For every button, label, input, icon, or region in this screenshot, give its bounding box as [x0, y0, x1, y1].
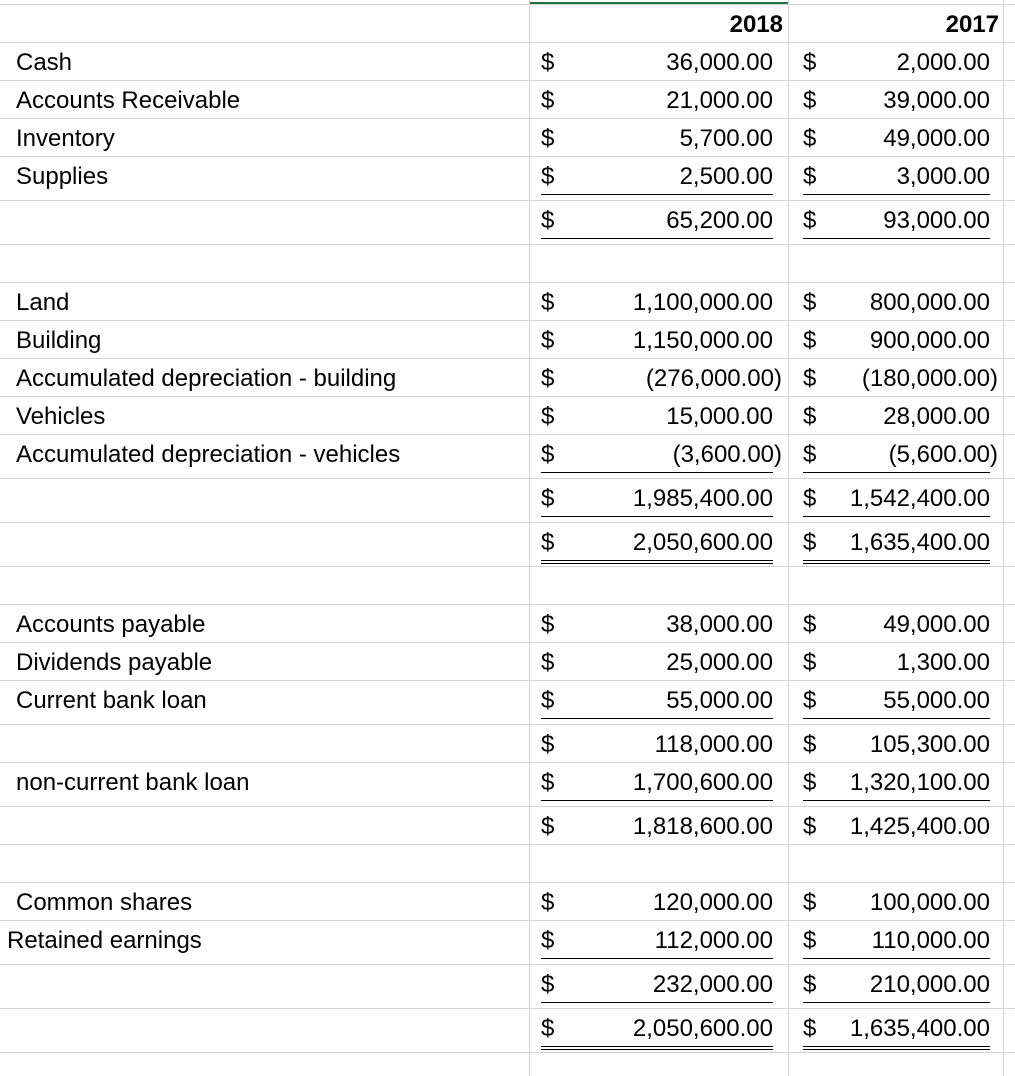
single-underline: [803, 238, 990, 239]
value-2018[interactable]: 232,000.00: [652, 971, 773, 998]
single-underline: [803, 472, 990, 473]
currency-symbol: $: [803, 163, 817, 190]
currency-symbol: $: [803, 971, 817, 998]
grid-row-line: [0, 522, 1015, 523]
table-row: [0, 82, 1015, 120]
value-2018[interactable]: 118,000.00: [654, 731, 773, 758]
currency-symbol: $: [541, 529, 555, 556]
grid-row-line: [0, 4, 1015, 5]
currency-symbol: $: [803, 441, 817, 468]
currency-symbol: $: [541, 611, 555, 638]
value-2017[interactable]: 49,000.00: [883, 611, 990, 638]
row-label[interactable]: Accounts payable: [16, 611, 206, 638]
value-2017[interactable]: (180,000.00): [861, 365, 998, 392]
currency-symbol: $: [803, 207, 817, 234]
grid-row-line: [0, 282, 1015, 283]
currency-symbol: $: [803, 87, 817, 114]
value-2018[interactable]: 1,985,400.00: [632, 485, 773, 512]
single-underline: [541, 800, 773, 801]
value-2018[interactable]: 1,818,600.00: [632, 813, 773, 840]
value-2018[interactable]: 2,050,600.00: [632, 529, 773, 556]
grid-row-line: [0, 604, 1015, 605]
grid-row-line: [0, 882, 1015, 883]
currency-symbol: $: [803, 731, 817, 758]
row-label[interactable]: Supplies: [16, 163, 109, 190]
value-2017[interactable]: 1,542,400.00: [849, 485, 990, 512]
single-underline: [541, 1002, 773, 1003]
value-2018[interactable]: 65,200.00: [666, 207, 773, 234]
single-underline: [541, 516, 773, 517]
value-2017[interactable]: 105,300.00: [869, 731, 990, 758]
currency-symbol: $: [541, 289, 555, 316]
grid-row-line: [0, 478, 1015, 479]
value-2018[interactable]: 55,000.00: [666, 687, 773, 714]
currency-symbol: $: [803, 813, 817, 840]
value-2018[interactable]: 1,700,600.00: [632, 769, 773, 796]
currency-symbol: $: [541, 87, 555, 114]
currency-symbol: $: [541, 327, 555, 354]
row-label[interactable]: Building: [16, 327, 102, 354]
row-label[interactable]: Retained earnings: [7, 927, 202, 954]
value-2017[interactable]: 1,635,400.00: [849, 529, 990, 556]
single-underline: [541, 238, 773, 239]
currency-symbol: $: [541, 687, 555, 714]
row-label[interactable]: Accumulated depreciation - vehicles: [16, 441, 401, 468]
currency-symbol: $: [803, 687, 817, 714]
value-2017[interactable]: 2,000.00: [896, 49, 990, 76]
value-2018[interactable]: 21,000.00: [666, 87, 773, 114]
value-2018[interactable]: (3,600.00): [672, 441, 782, 468]
row-label[interactable]: Dividends payable: [16, 649, 213, 676]
grid-row-line: [0, 806, 1015, 807]
value-2018[interactable]: 36,000.00: [666, 49, 773, 76]
subtotal-row: [0, 966, 1015, 1004]
table-row: [0, 436, 1015, 474]
value-2017[interactable]: 110,000.00: [871, 927, 990, 954]
value-2017[interactable]: 1,300.00: [896, 649, 990, 676]
currency-symbol: $: [803, 403, 817, 430]
grid-row-line: [0, 200, 1015, 201]
row-label[interactable]: non-current bank loan: [16, 769, 250, 796]
value-2017[interactable]: 28,000.00: [883, 403, 990, 430]
year-2018-header[interactable]: 2018: [729, 11, 783, 38]
value-2017[interactable]: 55,000.00: [883, 687, 990, 714]
total-row: [0, 1010, 1015, 1048]
single-underline: [803, 516, 990, 517]
table-row: [0, 322, 1015, 360]
row-label[interactable]: Common shares: [16, 889, 193, 916]
row-label[interactable]: Accounts Receivable: [16, 87, 241, 114]
value-2018[interactable]: 2,050,600.00: [632, 1015, 773, 1042]
subtotal-row: [0, 480, 1015, 518]
double-underline: [541, 560, 773, 564]
value-2017[interactable]: 93,000.00: [883, 207, 990, 234]
grid-row-line: [0, 566, 1015, 567]
value-2018[interactable]: 1,150,000.00: [632, 327, 773, 354]
grid-row-line: [0, 1008, 1015, 1009]
table-row: [0, 398, 1015, 436]
table-row: [0, 158, 1015, 196]
table-row: [0, 884, 1015, 922]
currency-symbol: $: [541, 889, 555, 916]
grid-row-line: [0, 964, 1015, 965]
currency-symbol: $: [541, 365, 555, 392]
table-row: [0, 644, 1015, 682]
currency-symbol: $: [803, 289, 817, 316]
single-underline: [803, 194, 990, 195]
table-row: [0, 360, 1015, 398]
value-2018[interactable]: 25,000.00: [666, 649, 773, 676]
currency-symbol: $: [803, 125, 817, 152]
table-row: [0, 682, 1015, 720]
subtotal-row: [0, 808, 1015, 846]
value-2017[interactable]: 3,000.00: [896, 163, 990, 190]
value-2018[interactable]: 120,000.00: [652, 889, 773, 916]
row-label[interactable]: Cash: [16, 49, 73, 76]
value-2018[interactable]: 2,500.00: [679, 163, 773, 190]
subtotal-row: [0, 202, 1015, 240]
currency-symbol: $: [541, 485, 555, 512]
currency-symbol: $: [541, 813, 555, 840]
grid-row-line: [0, 1052, 1015, 1053]
currency-symbol: $: [541, 649, 555, 676]
currency-symbol: $: [541, 49, 555, 76]
row-label[interactable]: Inventory: [16, 125, 115, 152]
currency-symbol: $: [803, 1015, 817, 1042]
double-underline: [803, 1046, 990, 1050]
value-2017[interactable]: 900,000.00: [869, 327, 990, 354]
single-underline: [541, 958, 773, 959]
currency-symbol: $: [541, 125, 555, 152]
single-underline: [803, 958, 990, 959]
row-label[interactable]: Accumulated depreciation - building: [16, 365, 397, 392]
row-label[interactable]: Vehicles: [16, 403, 106, 430]
single-underline: [541, 718, 773, 719]
currency-symbol: $: [541, 769, 555, 796]
currency-symbol: $: [803, 649, 817, 676]
currency-symbol: $: [803, 529, 817, 556]
grid-row-line: [0, 244, 1015, 245]
table-row: [0, 44, 1015, 82]
currency-symbol: $: [803, 611, 817, 638]
value-2017[interactable]: 1,320,100.00: [849, 769, 990, 796]
currency-symbol: $: [541, 731, 555, 758]
double-underline: [803, 560, 990, 564]
single-underline: [541, 472, 773, 473]
currency-symbol: $: [803, 365, 817, 392]
table-row: [0, 284, 1015, 322]
value-2017[interactable]: 39,000.00: [883, 87, 990, 114]
year-2017-header[interactable]: 2017: [945, 11, 999, 38]
value-2018[interactable]: 38,000.00: [666, 611, 773, 638]
value-2018[interactable]: 15,000.00: [666, 403, 773, 430]
value-2017[interactable]: 49,000.00: [883, 125, 990, 152]
value-2017[interactable]: (5,600.00): [888, 441, 998, 468]
table-row: [0, 922, 1015, 960]
currency-symbol: $: [541, 1015, 555, 1042]
currency-symbol: $: [803, 49, 817, 76]
value-2017[interactable]: 210,000.00: [869, 971, 990, 998]
single-underline: [803, 718, 990, 719]
header-row: [0, 6, 1015, 44]
value-2018[interactable]: 1,100,000.00: [632, 289, 773, 316]
value-2018[interactable]: (276,000.00): [645, 365, 782, 392]
total-row: [0, 524, 1015, 562]
grid-row-line: [0, 724, 1015, 725]
value-2017[interactable]: 800,000.00: [869, 289, 990, 316]
table-row: [0, 606, 1015, 644]
currency-symbol: $: [803, 327, 817, 354]
currency-symbol: $: [541, 441, 555, 468]
single-underline: [803, 1002, 990, 1003]
single-underline: [803, 800, 990, 801]
currency-symbol: $: [541, 207, 555, 234]
table-row: [0, 120, 1015, 158]
row-label[interactable]: Land: [16, 289, 70, 316]
value-2017[interactable]: 100,000.00: [869, 889, 990, 916]
currency-symbol: $: [541, 927, 555, 954]
value-2017[interactable]: 1,635,400.00: [849, 1015, 990, 1042]
currency-symbol: $: [541, 163, 555, 190]
currency-symbol: $: [541, 403, 555, 430]
table-row: [0, 764, 1015, 802]
row-label[interactable]: Current bank loan: [16, 687, 207, 714]
currency-symbol: $: [803, 927, 817, 954]
currency-symbol: $: [803, 769, 817, 796]
double-underline: [541, 1046, 773, 1050]
currency-symbol: $: [803, 889, 817, 916]
value-2018[interactable]: 5,700.00: [679, 125, 773, 152]
currency-symbol: $: [541, 971, 555, 998]
value-2018[interactable]: 112,000.00: [654, 927, 773, 954]
currency-symbol: $: [803, 485, 817, 512]
single-underline: [541, 194, 773, 195]
value-2017[interactable]: 1,425,400.00: [849, 813, 990, 840]
subtotal-row: [0, 726, 1015, 764]
